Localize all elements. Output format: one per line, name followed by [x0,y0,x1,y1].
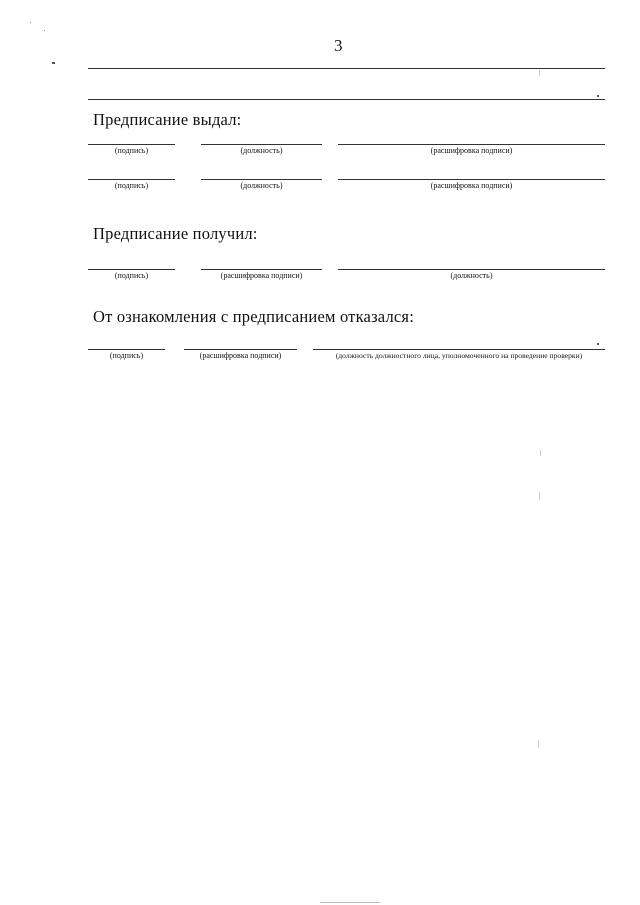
refused-decode-line [184,349,297,350]
scan-speck [30,22,31,23]
scan-speck [44,30,45,31]
issued-sign-caption-2: (подпись) [114,181,149,190]
issued-position-line-2 [201,179,322,180]
page-number: 3 [334,36,343,55]
refused-position-caption: (должность должностного лица, уполномоченного на проведение проверки) [335,351,583,360]
scan-speck [539,492,540,500]
text-line-2 [88,99,605,100]
received-position-line [338,269,605,270]
received-position-caption: (должность) [450,271,493,280]
received-sign-line [88,269,175,270]
scan-dot [597,95,599,97]
refused-heading: От ознакомления с предписанием отказался: [93,307,414,326]
issued-decode-line-1 [338,144,605,145]
text-line-1 [88,68,605,69]
received-decode-caption: (расшифровка подписи) [220,271,303,280]
scan-speck [539,70,540,76]
refused-sign-line [88,349,165,350]
received-heading: Предписание получил: [93,224,258,243]
issued-heading: Предписание выдал: [93,110,242,129]
scan-speck [52,62,55,64]
scan-speck [320,902,380,903]
issued-sign-caption-1: (подпись) [114,146,149,155]
scan-speck [540,450,541,456]
refused-sign-caption: (подпись) [109,351,144,360]
scan-dot [597,343,599,345]
scan-speck [538,740,539,748]
issued-decode-caption-2: (расшифровка подписи) [430,181,513,190]
issued-position-line-1 [201,144,322,145]
issued-position-caption-2: (должность) [240,181,283,190]
issued-decode-line-2 [338,179,605,180]
issued-decode-caption-1: (расшифровка подписи) [430,146,513,155]
issued-sign-line-1 [88,144,175,145]
received-sign-caption: (подпись) [114,271,149,280]
refused-position-line [313,349,605,350]
issued-sign-line-2 [88,179,175,180]
refused-decode-caption: (расшифровка подписи) [199,351,282,360]
issued-position-caption-1: (должность) [240,146,283,155]
received-decode-line [201,269,322,270]
